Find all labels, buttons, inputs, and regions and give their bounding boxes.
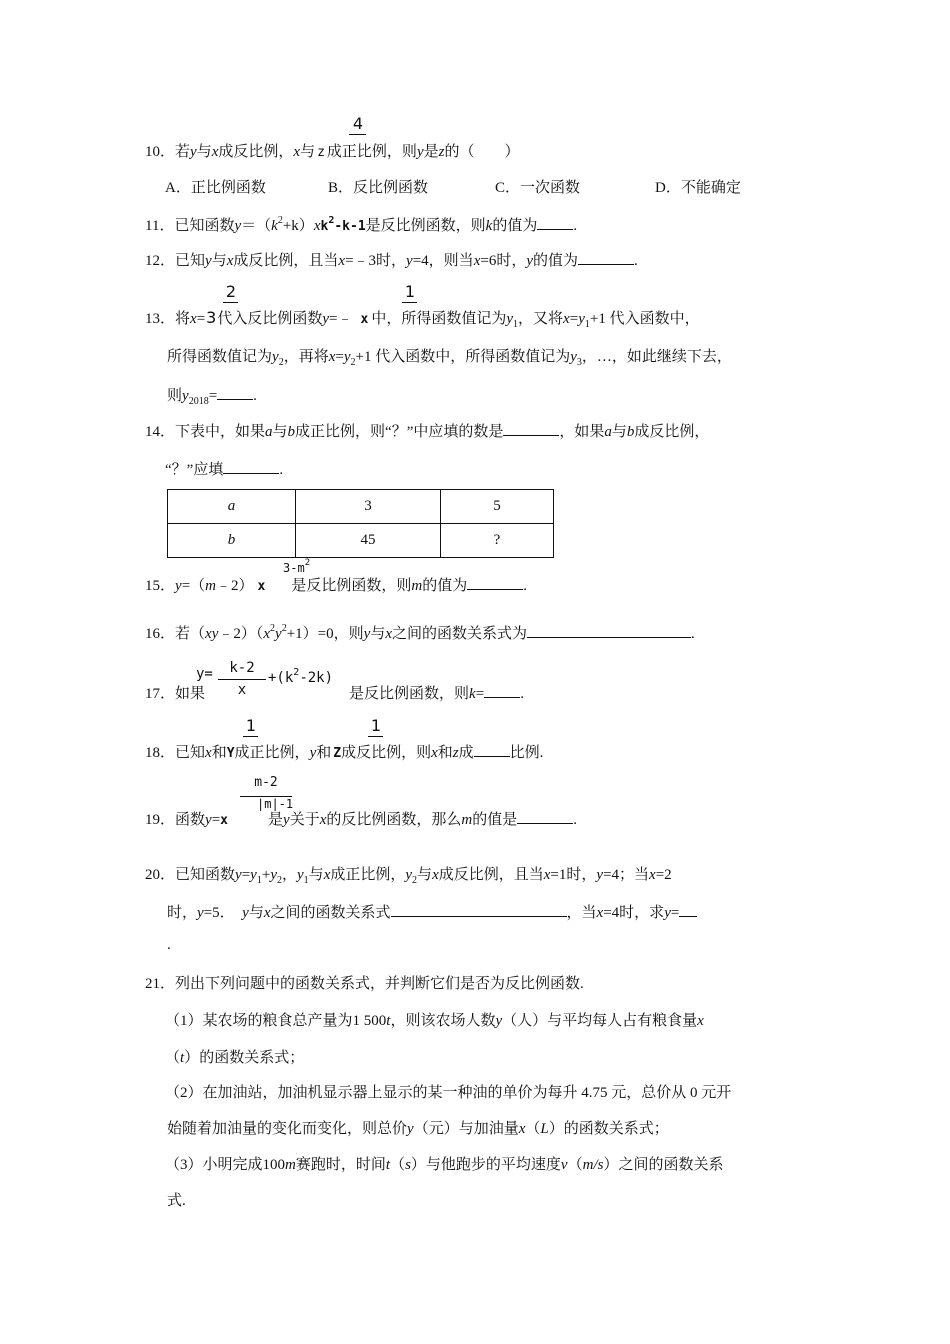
table-cell: 3 [296, 490, 441, 524]
table-row [168, 490, 554, 524]
fraction-bar [368, 736, 383, 737]
answer-blank[interactable] [484, 683, 520, 698]
answer-blank[interactable] [578, 250, 634, 265]
fraction-denominator: z [317, 145, 325, 160]
option-a: A．正比例函数 [165, 180, 266, 196]
answer-blank[interactable] [503, 421, 559, 436]
answer-blank[interactable] [467, 575, 523, 590]
answer-blank[interactable] [517, 809, 573, 824]
fraction-numerator: 1 [370, 716, 382, 735]
question-13-line-1: 13．将x=3代入反比例函数y=﹣ x 中，所得函数值记为$y_1$，又将$x=y_1+1$ 代入函数中， [145, 308, 700, 330]
exponent: $3-m^2$ [283, 558, 311, 575]
answer-blank[interactable] [474, 742, 510, 757]
exponent: $k^2-k-1$ [320, 215, 366, 234]
question-13-line-3: 则$y_{2018}=$ . [167, 385, 257, 408]
answer-blank[interactable] [527, 623, 691, 638]
table-cell: a [168, 490, 296, 524]
question-11: 11．已知函数$y=(k^2+k)xk^2-k-1$是反比例函数，则k的值为 . [145, 215, 578, 234]
fraction-numerator: 4 [352, 114, 364, 133]
option-c: C．一次函数 [495, 180, 581, 196]
fraction-numerator: 2 [225, 282, 237, 301]
answer-blank[interactable] [679, 902, 697, 917]
table-row [168, 524, 554, 558]
table-cell: b [168, 524, 296, 558]
answer-blank[interactable] [223, 459, 279, 474]
proportion-table [167, 489, 554, 558]
table-cell: 45 [296, 524, 441, 558]
question-10-stem: 10．若y与x成反比例，x与 z 成正比例，则y是z的（ ） [145, 144, 520, 160]
fraction-numerator: 1 [245, 716, 257, 735]
question-14-line-1: 14．下表中，如果a与b成正比例，则“？”中应填的数是 ，如果a与b成反比例， [145, 421, 709, 442]
answer-blank[interactable] [537, 215, 573, 230]
fraction-bar [223, 302, 238, 303]
question-13-line-2: 所得函数值记为$y_2$，再将$x=y_2+1$ 代入函数中，所得函数值记为$y_3$，…，如此继续下去， [167, 349, 732, 368]
table-cell: 5 [441, 490, 554, 524]
question-12: 12．已知y与x成反比例，且当x=﹣3时，y=4，则当x=6时，y的值为 . [145, 250, 638, 271]
sub-question-1: （1）某农场的粮食总产量为1 500t，则该农场人数y（人）与平均每人占有粮食量x [165, 1013, 704, 1029]
table-cell: ? [441, 524, 554, 558]
fraction-numerator: 1 [404, 282, 416, 301]
question-14-line-2: “？”应填 . [165, 459, 283, 480]
sub-question-2: （2）在加油站，加油机显示器上显示的某一种油的单价为每升 4.75 元，总价从 0 元开 [165, 1085, 732, 1101]
sub-question-3: （3）小明完成100m赛跑时，时间t（s）与他跑步的平均速度v（m/s）之间的函数关系 [165, 1157, 724, 1173]
answer-blank[interactable] [217, 385, 253, 400]
answer-blank[interactable] [391, 902, 567, 917]
option-b: B．反比例函数 [328, 180, 429, 196]
fraction-bar [402, 302, 417, 303]
option-d: D．不能确定 [655, 180, 741, 196]
fraction-bar [349, 134, 366, 135]
fraction-bar [243, 736, 258, 737]
question-16: 16．若$(xy﹣2)(x^2y^2+1)=0$，则y与x之间的函数关系式为 . [145, 623, 695, 642]
